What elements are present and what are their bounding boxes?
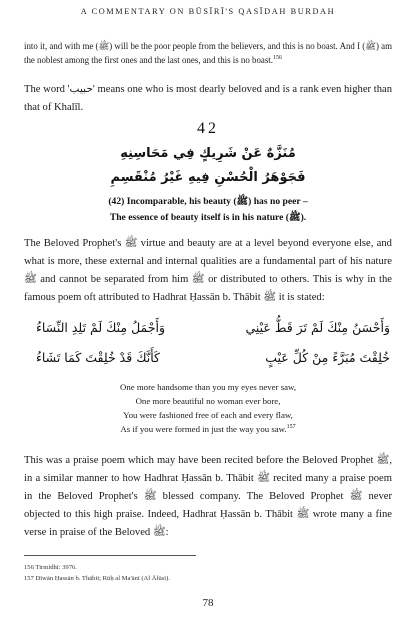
footnote-ref-157[interactable]: 157 [286,424,296,431]
poem-translation-line-1: One more handsome than you my eyes never saw, [119,382,297,392]
paragraph-hadith-text: into it, and with me (ﷺ) will be the poor people from the believers, and this is no boast. And I (ﷺ) am the noblest among the first ones and the last ones, and this is no boast. [24,41,392,65]
footnote-157: 157 Dīwān Ḥassān b. Thābit; Rūḥ al Ma'ānī (Al Ālūsī). [24,575,170,582]
verse-translation-line-1: (42) Incomparable, his beauty (ﷺ) has no peer – [108,196,308,207]
footnote-divider [24,555,196,556]
paragraph-hadith-end [24,39,392,67]
poem-translation-line-4 [0,424,416,434]
page-number: 78 [202,597,214,609]
poem-arabic-hemistich-4: كَأَنَّكَ قَدْ خُلِقْتَ كَمَا تَشَاءُ [36,350,160,365]
paragraph-praise-poem: This was a praise poem which may have been recited before the Beloved Prophet ﷺ, in a similar manner to how Hadhrat Ḥassān b. Thābit ﷺ recited many a praise poem in the Beloved Prophet's ﷺ blessed company. The Beloved Prophet ﷺ never objected to this high praise. Indeed, Hadhrat Ḥassān b. Thābit ﷺ wrote many a fine verse in praise of the Beloved ﷺ: [24,455,392,538]
poem-translation-line-2: One more beautiful no woman ever bore, [135,396,281,406]
poem-arabic-hemistich-2: وَأَجْمَلُ مِنْكَ لَمْ تَلِدِ النِّسَاءُ [36,320,166,335]
poem-translation-line-4-text: As if you were formed in just the way you saw. [120,424,287,434]
verse-arabic-line-2: فَجَوْهَرُ الْحُسْنِ فِيهِ غَيْرُ مُنْقَسِمِ [110,170,306,185]
paragraph-prophet-beauty: The Beloved Prophet's ﷺ virtue and beauty are at a level beyond everyone else, and what is more, these external and internal qualities are a fundamental part of his nature ﷺ and cannot be separated from him ﷺ or distributed to others. This is why in the famous poem oft attributed to Hadhrat Ḥassān b. Thābit ﷺ it is stated: [24,238,393,303]
poem-arabic-hemistich-3: خُلِقْتَ مُبَرَّءً مِنْ كُلِّ عَيْبٍ [265,350,390,365]
running-head: A COMMENTARY ON BŪSĪRĪ'S QASĪDAH BURDAH [80,7,336,16]
poem-arabic-hemistich-1: وَأَحْسَنُ مِنْكَ لَمْ تَرَ قَطُّ عَيْنِي [245,320,390,335]
verse-arabic-line-1: مُنَزَّهٌ عَنْ شَرِيكٍ فِي مَحَاسِنِهِ [120,146,296,161]
verse-number: 42 [197,120,219,137]
footnote-ref-156[interactable]: 156 [272,55,282,62]
verse-translation-line-2: The essence of beauty itself is in his nature (ﷺ). [109,212,307,223]
poem-translation-line-3: You were fashioned free of each and every flaw, [123,410,293,420]
footnote-156: 156 Tirmidhī: 3976. [24,564,77,571]
paragraph-habib-definition: The word 'حبيب' means one who is most dearly beloved and is a rank even higher than that of Khalīl. [24,84,392,113]
